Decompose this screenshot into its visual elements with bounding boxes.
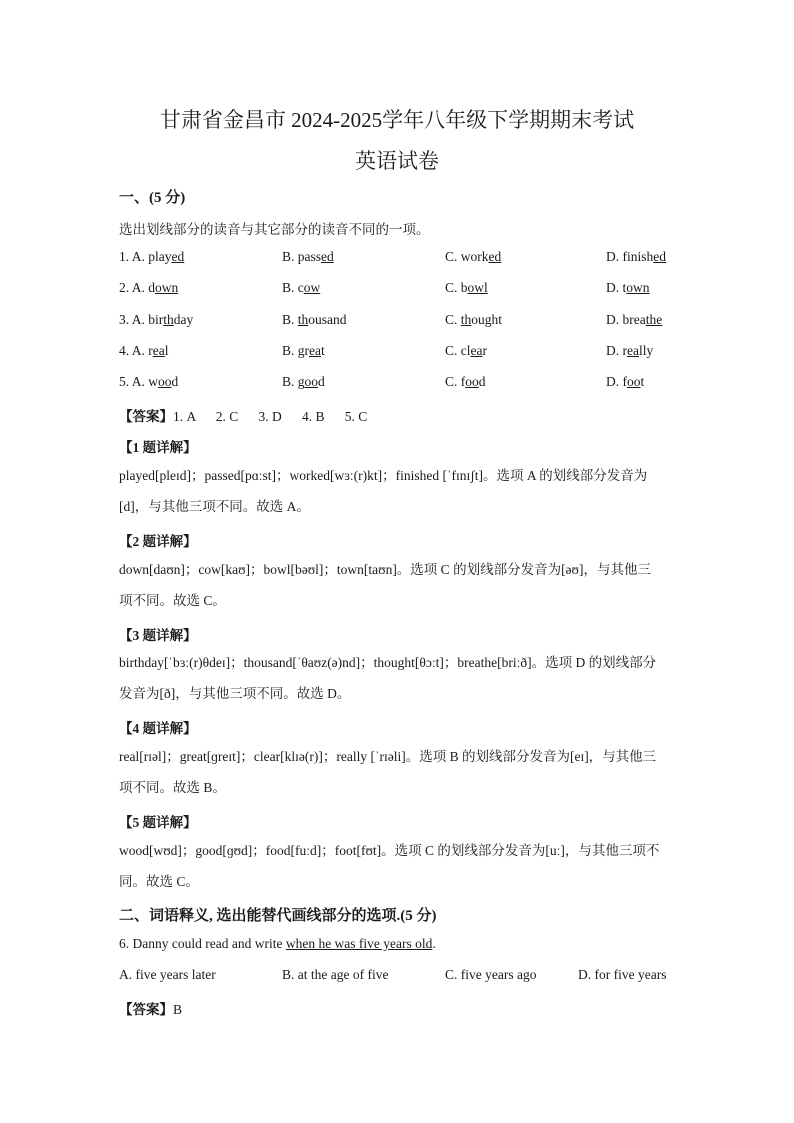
option-c: C. bowl [445,280,488,295]
explanation-text: down[daʊn]；cow[kaʊ]；bowl[bəʊl]；town[taʊn]。选项 C 的划线部分发音为[əʊ]，与其他三 项不同。故选 C。 [119,562,651,608]
explanation-label: 【3 题详解】 [119,628,197,643]
option-a: 1. A. played [119,249,185,264]
option-d: D. town [606,280,650,295]
option-b: B. thousand [282,312,347,327]
option-b: B. cow [282,280,321,295]
answer-label: 【答案】 [119,409,173,424]
section-2-heading: 二、词语释义, 选出能替代画线部分的选项.(5 分) [119,908,437,924]
explanation-text: wood[wʊd]；good[ɡʊd]；food[fuːd]；foot[fʊt]。选项 C 的划线部分发音为[uː]，与其他三项不 同。故选 C。 [119,843,660,889]
option-a: 3. A. birthday [119,312,194,327]
answer-line [119,405,679,425]
answer-text: B [173,1002,183,1017]
question-6-stem: 6. Danny could read and write when he was five years old. [119,936,436,951]
explanation-text: played[pleɪd]；passed[pɑːst]；worked[wɜː(r)kt]；finished [ˈfɪnɪʃt]。选项 A 的划线部分发音为 [d]，与其他三项不同。故选 A。 [119,468,648,514]
explanation-label: 【4 题详解】 [119,721,197,736]
option-d: D. for five years [578,967,667,982]
page-title: 甘肃省金昌市 2024-2025学年八年级下学期期末考试 [159,108,635,132]
option-b: B. at the age of five [282,967,389,982]
option-a: 5. A. wood [119,374,179,389]
page-subtitle: 英语试卷 [355,149,439,173]
option-d: D. finished [606,249,666,264]
explanation-text: real[rɪəl]；great[ɡreɪt]；clear[klɪə(r)]；really [ˈrɪəli]。选项 B 的划线部分发音为[eɪ]，与其他三 项不同。故选 B。 [119,749,657,795]
explanation-label: 【5 题详解】 [119,815,197,830]
answer-line [119,998,679,1018]
option-c: C. five years ago [445,967,537,982]
option-a: A. five years later [119,967,216,982]
option-b: B. passed [282,249,334,264]
answer-label: 【答案】 [119,1002,173,1017]
option-d: D. really [606,343,654,358]
option-c: C. thought [445,312,503,327]
option-b: B. great [282,343,325,358]
explanation-label: 【2 题详解】 [119,534,197,549]
option-c: C. clear [445,343,487,358]
option-c: C. worked [445,249,502,264]
section-1-heading: 一、(5 分) [119,190,186,206]
option-c: C. food [445,374,486,389]
explanation-text: birthday[ˈbɜː(r)θdeɪ]；thousand[ˈθaʊz(ə)nd]；thought[θɔːt]；breathe[briːð]。选项 D 的划线部分 发音为[ð]，与其他三项不同。故选 D。 [119,655,657,701]
option-d: D. foot [606,374,645,389]
option-d: D. breathe [606,312,663,327]
option-a: 2. A. down [119,280,179,295]
explanation-label: 【1 题详解】 [119,440,197,455]
option-a: 4. A. real [119,343,169,358]
section-1-instruction: 选出划线部分的读音与其它部分的读音不同的一项。 [119,222,430,237]
answer-text: 1. A 2. C 3. D 4. B 5. C [173,409,368,424]
option-b: B. good [282,374,325,389]
